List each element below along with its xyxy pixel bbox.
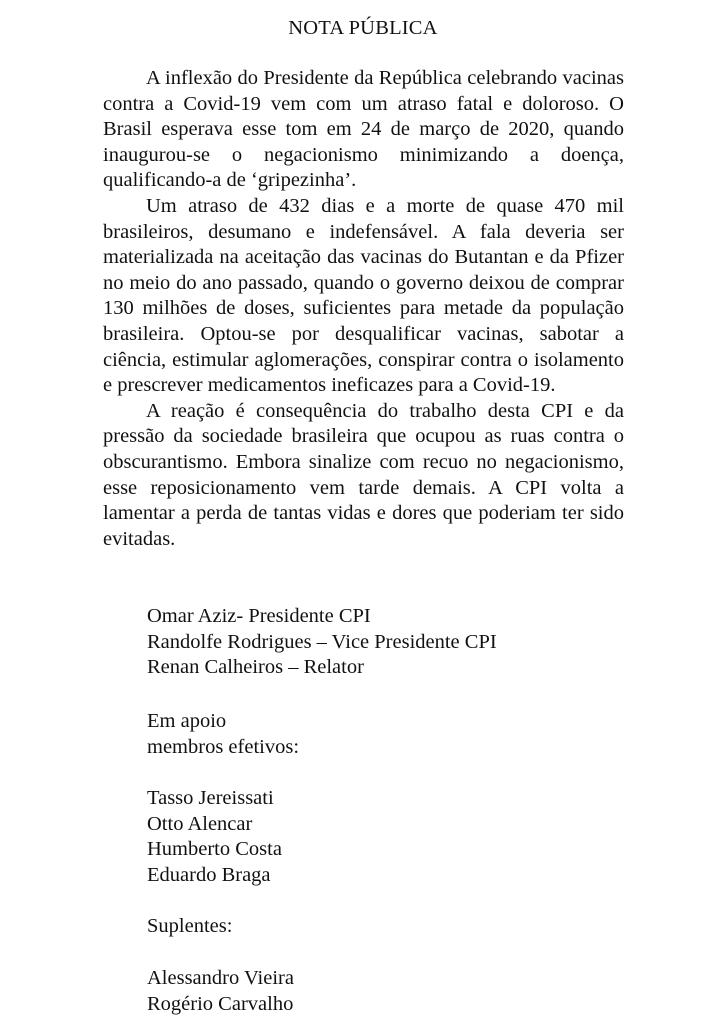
suplentes-heading	[147, 914, 232, 940]
suplentes-list	[147, 966, 294, 1017]
support-heading-line: membros efetivos:	[147, 735, 300, 758]
suplente-name: Alessandro Vieira	[147, 967, 294, 989]
paragraph: Um atraso de 432 dias e a morte de quase 470 mil brasileiros, desumano e indefensável. A fala deveria ser materializada na aceitação das vacinas do Butantan e da Pfizer no meio do ano passado, quando o governo deixou de comprar 130 milhões de doses, suficientes para metade da população brasileira. Optou-se por desqualificar vacinas, sabotar a ciência, estimular aglomerações, conspirar contra o isolamento e prescrever medicamentos ineficazes para a Covid-19.	[103, 194, 624, 397]
document-body	[103, 66, 624, 552]
member-name: Tasso Jereissati	[147, 787, 274, 809]
member-name: Humberto Costa	[147, 838, 282, 861]
suplentes-heading-text: Suplentes:	[147, 915, 233, 937]
paragraph: A inflexão do Presidente da República celebrando vacinas contra a Covid-19 vem com um atraso fatal e doloroso. O Brasil esperava esse tom em 24 de março de 2020, quando inaugurou-se o negacionismo minimizando a doença, qualificando-a de ‘gripezinha’.	[103, 67, 624, 192]
member-name: Otto Alencar	[147, 812, 253, 835]
signatories-list	[147, 604, 497, 681]
signatory: Renan Calheiros – Relator	[147, 656, 364, 679]
members-list	[147, 786, 282, 888]
support-heading	[147, 709, 299, 760]
signatory: Omar Aziz- Presidente CPI	[147, 605, 371, 627]
paragraph: A reação é consequência do trabalho desta CPI e da pressão da sociedade brasileira que ocupou as ruas contra o obscurantismo. Embora sinalize com recuo no negacionismo, esse reposicionamento vem tarde demais. A CPI volta a lamentar a perda de tantas vidas e dores que poderiam ter sido evitadas.	[103, 399, 624, 550]
signatory: Randolfe Rodrigues – Vice Presidente CPI	[147, 630, 497, 653]
document-title: NOTA PÚBLICA	[288, 17, 438, 39]
suplente-name: Rogério Carvalho	[147, 992, 294, 1015]
support-heading-line: Em apoio	[147, 710, 227, 732]
member-name: Eduardo Braga	[147, 863, 271, 886]
